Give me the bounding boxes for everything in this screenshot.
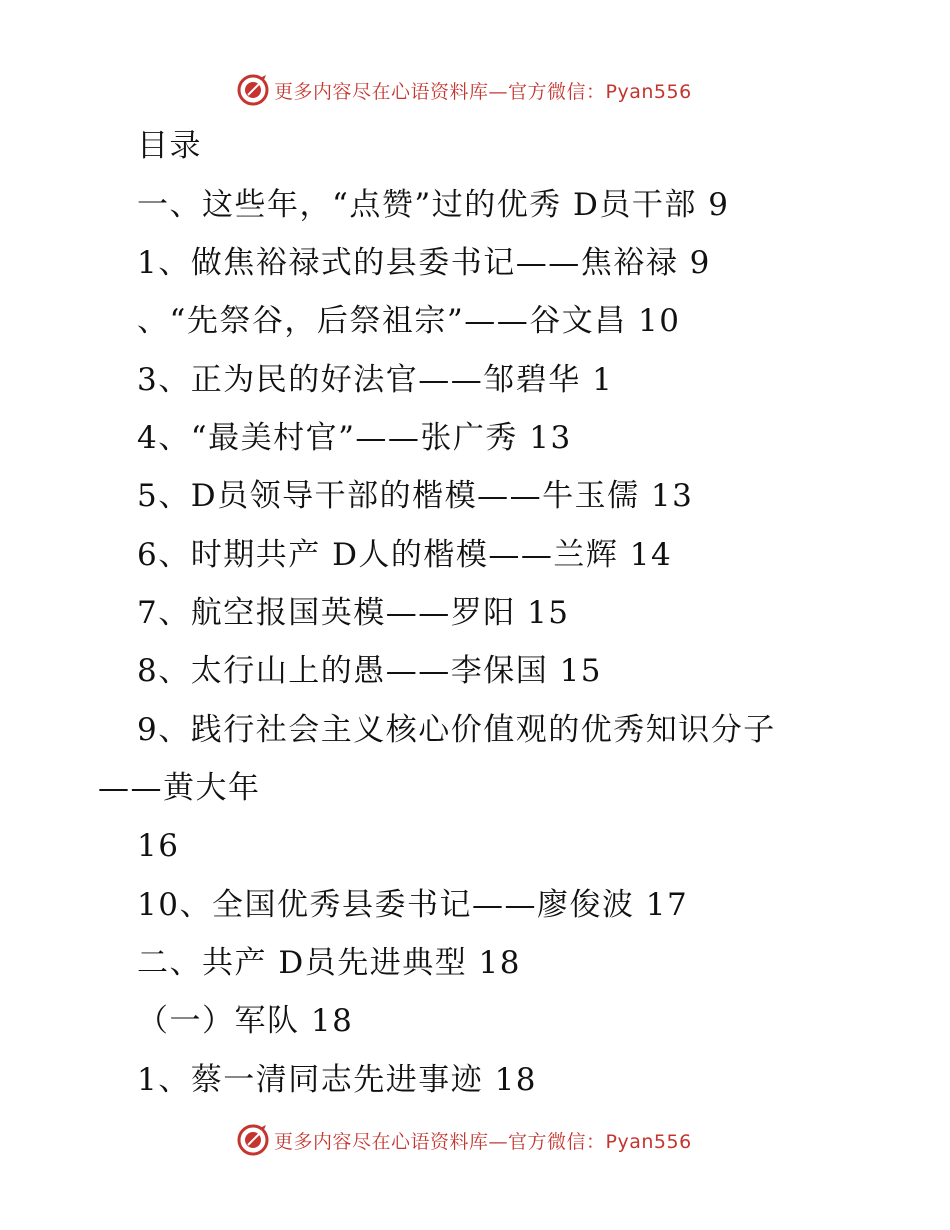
- toc-entry: 10、全国优秀县委书记——廖俊波 17: [137, 887, 689, 923]
- toc-page-number: 16: [137, 828, 180, 864]
- pen-circle-logo-icon: [236, 1123, 270, 1157]
- toc-entry: 1、做焦裕禄式的县委书记——焦裕禄 9: [137, 245, 711, 281]
- toc-title: 目录: [137, 128, 202, 164]
- toc-entry: 3、正为民的好法官——邹碧华 1: [137, 362, 614, 398]
- toc-entry: 9、践行社会主义核心价值观的优秀知识分子: [137, 712, 776, 748]
- toc-entry: 7、航空报国英模——罗阳 15: [137, 595, 570, 631]
- toc-entry: 、“先祭谷，后祭祖宗”——谷文昌 10: [137, 303, 681, 339]
- toc-entry-continued: ——黄大年: [98, 770, 261, 806]
- watermark-text: 更多内容尽在心语资料库—官方微信：Pyan556: [274, 1130, 692, 1153]
- toc-entry: 6、时期共产 D人的楷模——兰辉 14: [137, 537, 673, 573]
- toc-entry: 4、“最美村官”——张广秀 13: [137, 420, 572, 456]
- toc-entry: （一）军队 18: [137, 1003, 354, 1039]
- toc-entry: 一、这些年，“点赞”过的优秀 D员干部 9: [137, 187, 730, 223]
- toc-entry: 8、太行山上的愚——李保国 15: [137, 653, 603, 689]
- toc-entry: 1、蔡一清同志先进事迹 18: [137, 1062, 538, 1098]
- toc-entry: 5、D员领导干部的楷模——牛玉儒 13: [137, 478, 694, 514]
- toc-entry: 二、共产 D员先进典型 18: [137, 945, 522, 981]
- watermark-text: 更多内容尽在心语资料库—官方微信：Pyan556: [274, 80, 692, 103]
- footer-watermark: [236, 1122, 692, 1158]
